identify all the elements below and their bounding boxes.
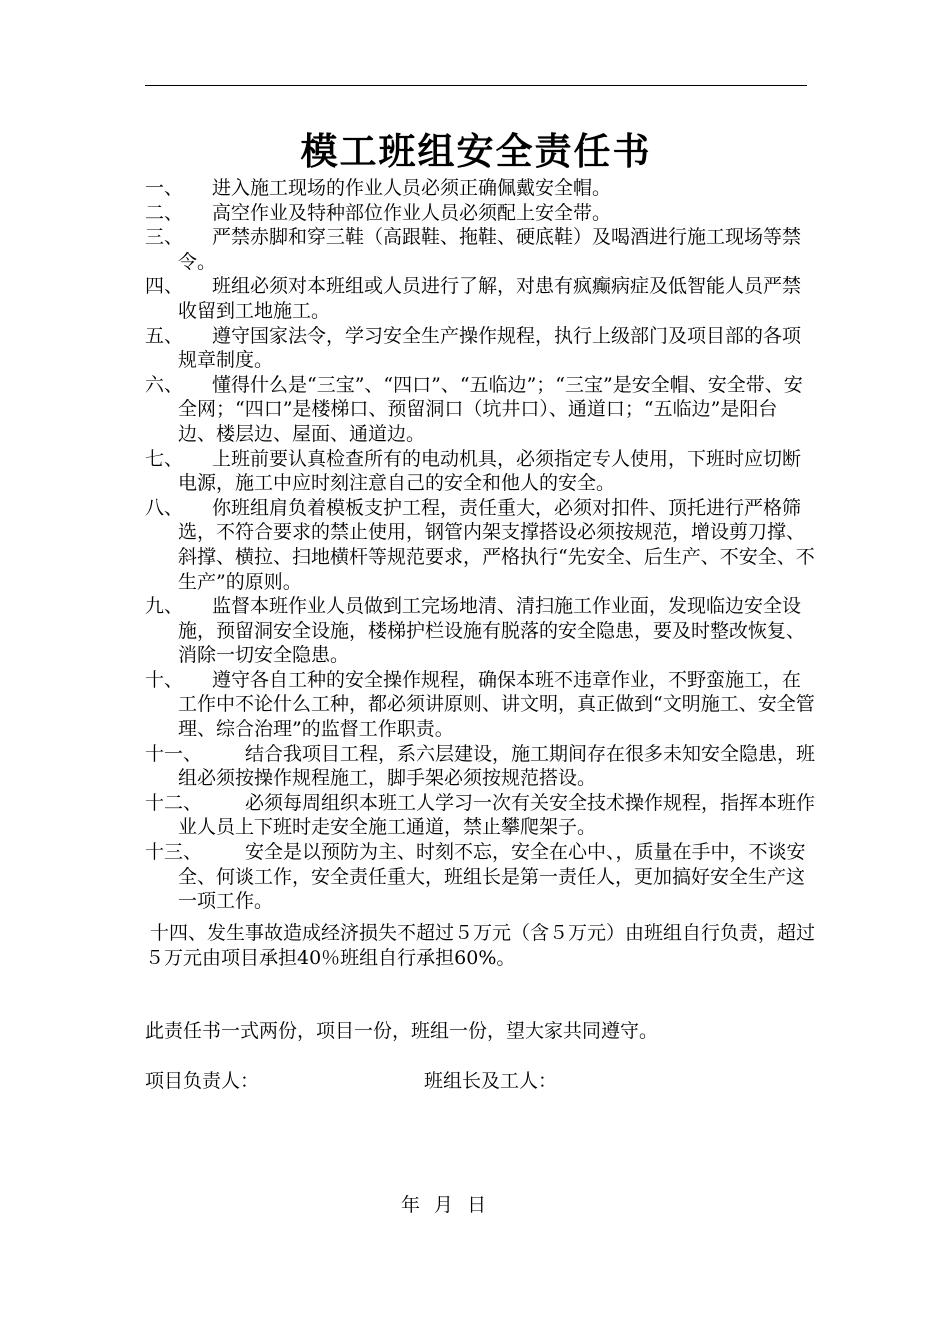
clause-item	[145, 840, 815, 914]
clause-number: 四、	[145, 275, 184, 298]
clause-text: 懂得什么是“三宝”、“四口”、“五临边”；“三宝”是安全帽、安全带、安全网；“四口”是楼梯口、预留洞口（坑井口）、通道口；“五临边”是阳台边、楼层边、屋面、通道边。	[178, 373, 803, 445]
header-rule	[145, 85, 807, 86]
clause-number: 八、	[145, 496, 184, 519]
clause-text: 遵守国家法令，学习安全生产操作规程，执行上级部门及项目部的各项规章制度。	[178, 324, 802, 372]
clause-item	[145, 201, 815, 226]
clause-number: 十、	[145, 668, 184, 691]
clause-item	[145, 176, 815, 201]
clause-text: 进入施工现场的作业人员必须正确佩戴安全帽。	[212, 177, 612, 199]
clause-number: 六、	[145, 373, 184, 396]
clause-number: 十三、	[145, 841, 203, 864]
clause-list	[145, 176, 815, 914]
document-title: 模工班组安全责任书	[300, 129, 652, 173]
clause-number: 五、	[145, 324, 184, 347]
clause-item	[145, 594, 815, 668]
clause-item	[145, 496, 815, 594]
clause-item	[145, 742, 815, 791]
clause-text: 遵守各自工种的安全操作规程，确保本班不违章作业，不野蛮施工，在工作中不论什么工种，都必须讲原则、讲文明，真正做到“文明施工、安全管理、综合治理”的监督工作职责。	[178, 668, 815, 741]
clause-text: 结合我项目工程，系六层建设，施工期间存在很多未知安全隐患，班组必须按操作规程施工，脚手架必须按规范搭设。	[178, 742, 816, 790]
clause-number: 十二、	[145, 791, 203, 814]
clause-14-paragraph: 十四、发生事故造成经济损失不超过５万元（含５万元）由班组自行负责，超过５万元由项目承担40％班组自行承担60%。	[145, 922, 816, 969]
clause-item	[145, 791, 815, 840]
clause-text: 监督本班作业人员做到工完场地清、清扫施工作业面，发现临边安全设施，预留洞安全设施，楼梯护栏设施有脱落的安全隐患，要及时整改恢复、消除一切安全隐患。	[178, 595, 806, 667]
clause-text: 安全是以预防为主、时刻不忘，安全在心中、，质量在手中，不谈安全、何谈工作，安全责任重大，班组长是第一责任人，更加搞好安全生产这一项工作。	[178, 841, 806, 913]
clause-item	[145, 668, 815, 742]
clause-number: 一、	[145, 177, 184, 199]
clause-number: 七、	[145, 447, 184, 470]
clause-text: 你班组肩负着模板支护工程，责任重大，必须对扣件、顶托进行严格筛选，不符合要求的禁止使用，钢管内架支撑搭设必须按规范，增设剪刀撑、斜撑、横拉、扫地横杆等规范要求，严格执行“先安全、后生产、不安全、不生产”的原则。	[178, 496, 815, 593]
clause-text: 严禁赤脚和穿三鞋（高跟鞋、拖鞋、硬底鞋）及喝酒进行施工现场等禁令。	[178, 226, 802, 273]
project-manager-signature-label: 项目负责人：	[145, 1070, 260, 1092]
clause-item	[145, 447, 815, 496]
clause-item	[145, 324, 815, 373]
clause-number: 三、	[145, 226, 184, 249]
team-leader-signature-label: 班组长及工人：	[424, 1070, 558, 1092]
clause-text: 班组必须对本班组或人员进行了解，对患有疯癫病症及低智能人员严禁收留到工地施工。	[178, 275, 802, 322]
clause-number: 九、	[145, 595, 184, 618]
date-line: 年 月 日	[401, 1194, 487, 1216]
clause-text: 必须每周组织本班工人学习一次有关安全技术操作规程，指挥本班作业人员上下班时走安全施工通道，禁止攀爬架子。	[178, 791, 816, 839]
clause-number: 十一、	[145, 742, 203, 765]
clause-item	[145, 373, 815, 447]
clause-text: 高空作业及特种部位作业人员必须配上安全带。	[212, 201, 612, 224]
clause-number: 二、	[145, 201, 184, 224]
clause-item	[145, 225, 815, 274]
clause-text: 上班前要认真检查所有的电动机具，必须指定专人使用，下班时应切断电源，施工中应时刻注意自己的安全和他人的安全。	[178, 447, 802, 495]
clause-item	[145, 274, 815, 323]
copies-note: 此责任书一式两份，项目一份，班组一份，望大家共同遵守。	[145, 1020, 659, 1042]
